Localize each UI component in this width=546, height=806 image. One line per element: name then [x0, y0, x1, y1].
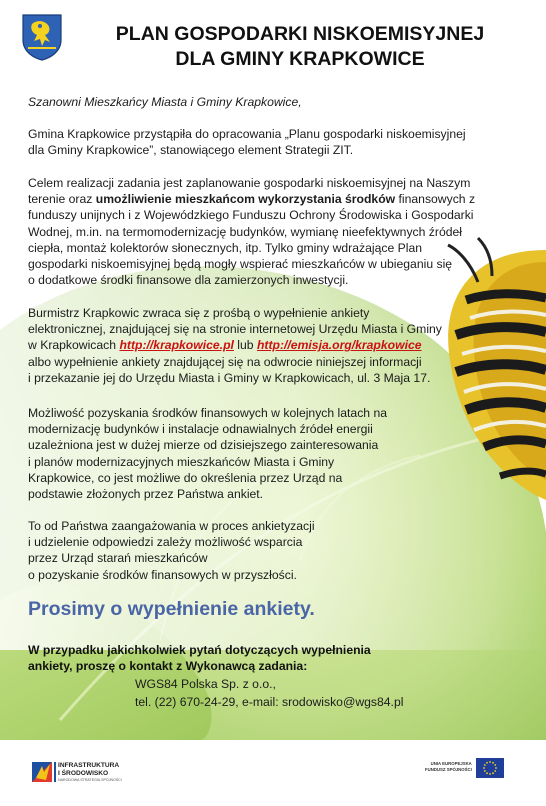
text-line [28, 337, 508, 353]
page-title [60, 22, 540, 72]
text-line: albo wypełnienie ankiety znajdującej się na odwrocie niniejszej informacji [28, 354, 422, 369]
infrastruktura-logo-text [58, 762, 122, 785]
eu-logo-text [425, 761, 472, 772]
text-line: i udzielenie odpowiedzi zależy możliwość wsparcia [28, 535, 303, 550]
paragraph-funding [28, 405, 508, 502]
text-fragment: finansowych z [395, 192, 476, 207]
text-line: elektronicznej, znajdującej się na stronie internetowej Urzędu Miasta i Gminy [28, 322, 442, 337]
text-line: Wodnej, m.in. na termomodernizację budynków, wymianę nieefektywnych źródeł [28, 224, 462, 239]
emphasis-text: umożliwienie mieszkańcom wykorzystania środków [95, 192, 396, 207]
text-line: modernizację budynków i instalacje odnawialnych źródeł energii [28, 422, 373, 437]
footer-logos [0, 748, 546, 806]
paragraph-intro [28, 126, 508, 158]
text-fragment: w Krapkowicach [28, 338, 120, 353]
text-line: Możliwość pozyskania środków finansowych w kolejnych latach na [28, 406, 388, 420]
text-line: To od Państwa zaangażowania w proces ankietyzacji [28, 519, 315, 533]
text-fragment: lub [233, 338, 257, 353]
text-line: przez Urząd starań mieszkańców [28, 551, 208, 566]
paragraph-engagement [28, 518, 508, 583]
emisja-link[interactable]: http://emisja.org/krapkowice [256, 338, 422, 353]
text-line: ciepła, montaż kolektorów słonecznych, itp. Tylko gminy wdrażające Plan [28, 240, 423, 255]
text-line: Burmistrz Krapkowic zwraca się z prośbą o wypełnienie ankiety [28, 306, 370, 320]
text-line: i przekazanie jej do Urzędu Miasta i Gminy w Krapkowicach, ul. 3 Maja 17. [28, 370, 431, 385]
text-line: podstawie złożonych przez Państwa ankiet. [28, 487, 264, 502]
text-line: dla Gminy Krapkowice”, stanowiącego element Strategii ZIT. [28, 143, 354, 158]
text-line: i planów modernizacyjnych mieszkańców Miasta i Gminy [28, 454, 335, 469]
contractor-details [135, 675, 403, 711]
logo-line: FUNDUSZ SPÓJNOŚCI [425, 766, 472, 772]
logo-line: NARODOWA STRATEGIA SPÓJNOŚCI [58, 778, 122, 782]
text-line: uzależniona jest w dużej mierze od dzisiejszego zainteresowania [28, 438, 379, 453]
greeting: Szanowni Mieszkańcy Miasta i Gminy Krapkowice, [28, 95, 302, 109]
logo-line: INFRASTRUKTURA [58, 762, 120, 769]
logo-line: UNIA EUROPEJSKA [430, 761, 472, 766]
paragraph-survey-request [28, 305, 508, 386]
text-line: o dodatkowe środki finansowe dla zamierzonych inwestycji. [28, 273, 349, 288]
title-line-1: PLAN GOSPODARKI NISKOEMISYJNEJ [115, 23, 485, 45]
eu-flag-icon [476, 758, 504, 778]
text-line: Krapkowice, co jest możliwe do określenia przez Urząd na [28, 470, 343, 485]
text-line: W przypadku jakichkolwiek pytań dotyczących wypełnienia [28, 643, 371, 657]
text-fragment: terenie oraz [28, 192, 96, 207]
company-contact: tel. (22) 670-24-29, e-mail: srodowisko@wgs84.pl [135, 695, 404, 709]
text-line [28, 191, 508, 207]
text-line: Celem realizacji zadania jest zaplanowanie gospodarki niskoemisyjnej na Naszym [28, 176, 471, 190]
text-line: ankiety, proszę o kontakt z Wykonawcą zadania: [28, 659, 308, 674]
company-name: WGS84 Polska Sp. z o.o., [135, 677, 276, 691]
contact-info [28, 642, 371, 674]
text-line: gospodarki niskoemisyjnej będą mogły wspierać mieszkańców w ubieganiu się [28, 257, 453, 272]
krapkowice-link[interactable]: http://krapkowice.pl [119, 338, 234, 353]
text-line: funduszy unijnych i z Wojewódzkiego Funduszu Ochrony Środowiska i Gospodarki [28, 208, 474, 223]
title-line-2: DLA GMINY KRAPKOWICE [175, 48, 425, 70]
logo-line: I ŚRODOWISKO [58, 769, 109, 777]
text-line: Gmina Krapkowice przystąpiła do opracowania „Planu gospodarki niskoemisyjnej [28, 127, 466, 141]
text-line: o pozyskanie środków finansowych w przyszłości. [28, 567, 297, 582]
krapkowice-coat-of-arms-icon [20, 12, 64, 62]
paragraph-goal [28, 175, 508, 288]
survey-heading: Prosimy o wypełnienie ankiety. [28, 598, 315, 620]
